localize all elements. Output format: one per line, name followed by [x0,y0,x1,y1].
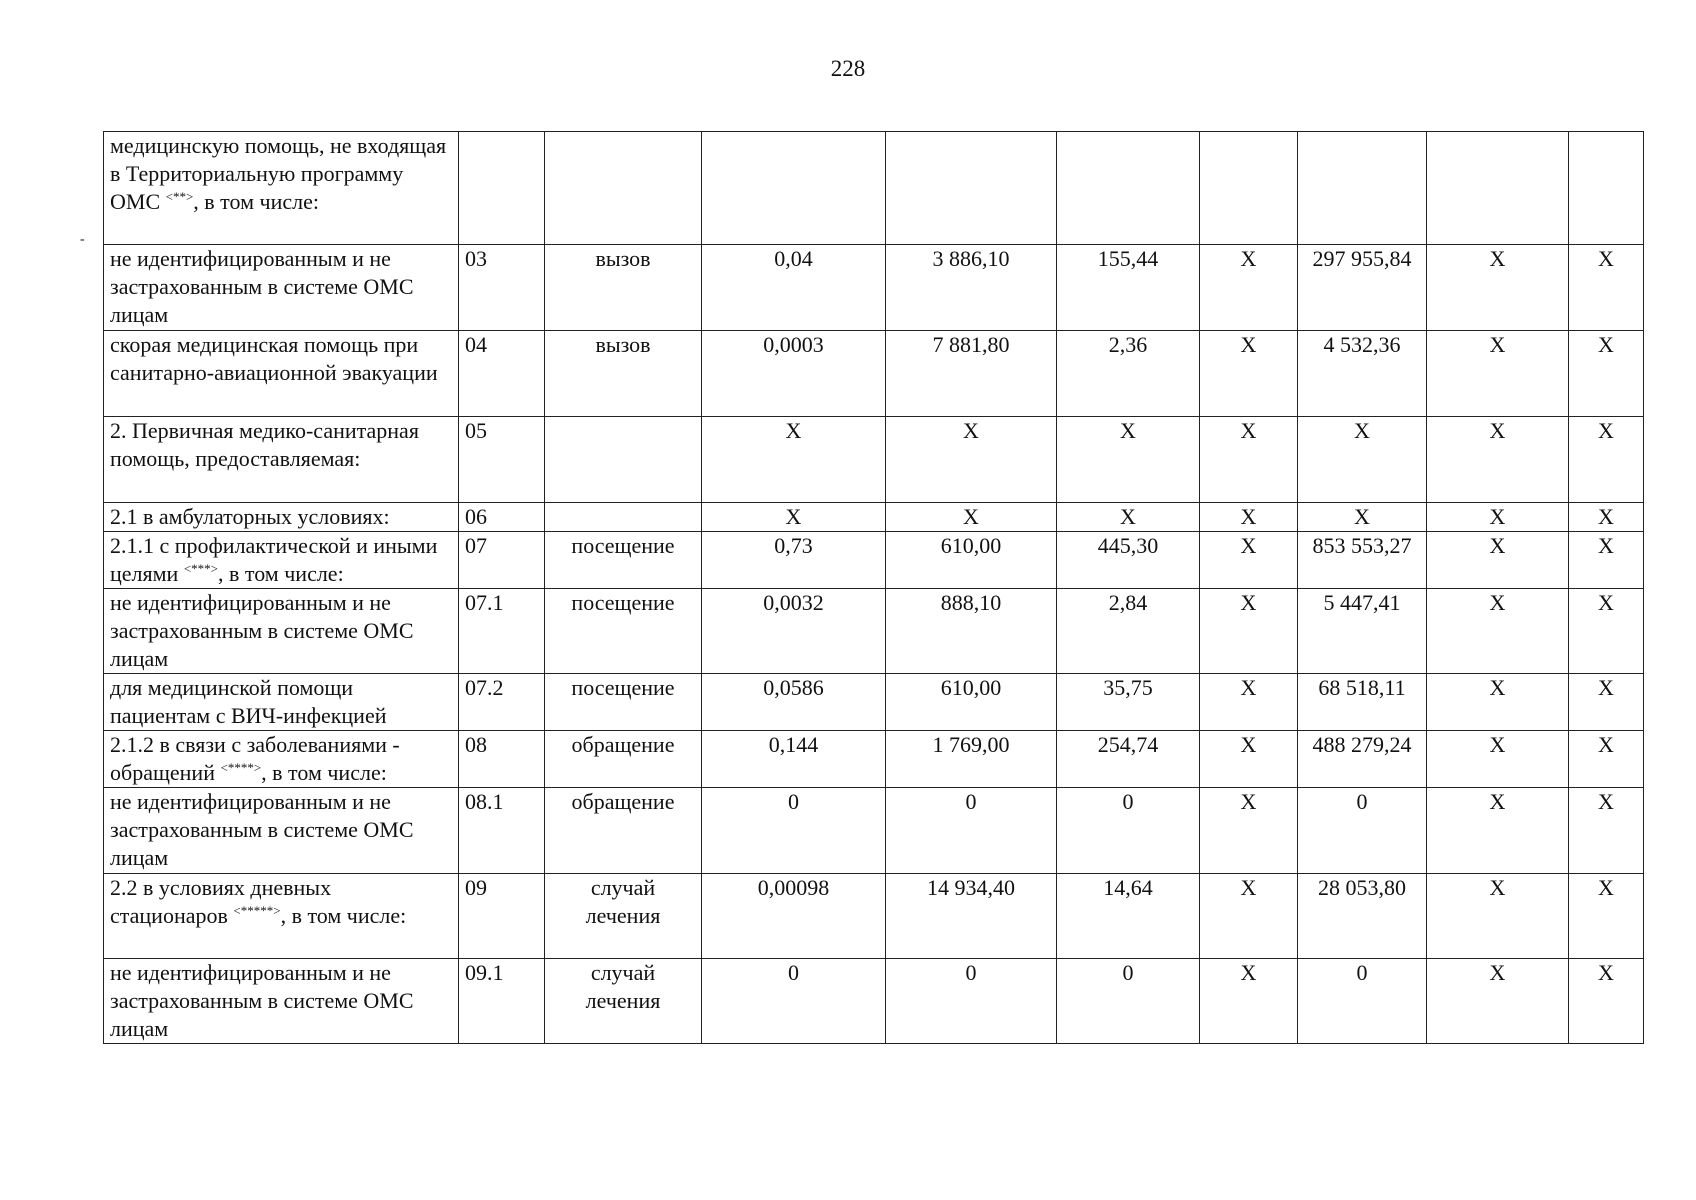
value-cell: 488 279,24 [1298,731,1427,788]
value-cell: X [1427,959,1569,1044]
value-cell [1569,132,1644,245]
value-cell: X [1427,331,1569,417]
value-cell: X [1200,788,1298,874]
value-cell: X [1427,503,1569,532]
value-cell: X [1427,731,1569,788]
value-cell: X [1200,674,1298,731]
row-code-cell: 09.1 [459,959,545,1044]
value-cell: X [1057,417,1200,503]
row-code-cell: 07.2 [459,674,545,731]
row-name-cell: не идентифицированным и не застрахованным в системе ОМС лицам [104,788,459,874]
value-cell: X [1569,417,1644,503]
value-cell: X [1200,874,1298,959]
value-cell: X [702,503,886,532]
row-unit-cell: обращение [545,788,702,874]
value-cell: 0,73 [702,532,886,589]
value-cell: X [1200,731,1298,788]
value-cell: X [1200,331,1298,417]
value-cell: X [1569,874,1644,959]
row-code-cell: 03 [459,245,545,331]
value-cell: X [886,503,1057,532]
value-cell: 0 [1298,788,1427,874]
value-cell: 254,74 [1057,731,1200,788]
value-cell: X [1427,874,1569,959]
table-row [104,959,1644,1044]
row-name-cell: 2.1.2 в связи с заболеваниями - обращений <****>, в том числе: [104,731,459,788]
value-cell: X [1427,532,1569,589]
value-cell: X [1427,417,1569,503]
table-row [104,132,1644,245]
value-cell: X [1057,503,1200,532]
value-cell [1427,132,1569,245]
value-cell [702,132,886,245]
value-cell: X [702,417,886,503]
row-unit-cell [545,132,702,245]
value-cell: 0,144 [702,731,886,788]
value-cell: X [1569,731,1644,788]
table-row [104,589,1644,674]
value-cell: 1 769,00 [886,731,1057,788]
value-cell: X [1569,674,1644,731]
value-cell: X [1427,589,1569,674]
row-name-cell: для медицинской помощи пациентам с ВИЧ-инфекцией [104,674,459,731]
row-code-cell: 08 [459,731,545,788]
value-cell [1057,132,1200,245]
value-cell: 4 532,36 [1298,331,1427,417]
value-cell: 297 955,84 [1298,245,1427,331]
value-cell: 5 447,41 [1298,589,1427,674]
page-number: 228 [830,56,866,81]
row-code-cell: 04 [459,331,545,417]
value-cell: 0,00098 [702,874,886,959]
value-cell: 0 [702,788,886,874]
row-unit-cell [545,503,702,532]
data-table [103,131,1644,1044]
row-name-cell: 2.2 в условиях дневных стационаров <*****>, в том числе: [104,874,459,959]
value-cell: 0,04 [702,245,886,331]
table-row [104,788,1644,874]
value-cell: 610,00 [886,532,1057,589]
value-cell: X [1569,589,1644,674]
value-cell: X [1200,245,1298,331]
row-name-cell: не идентифицированным и не застрахованным в системе ОМС лицам [104,589,459,674]
value-cell: 7 881,80 [886,331,1057,417]
row-unit-cell: посещение [545,532,702,589]
value-cell: X [886,417,1057,503]
row-code-cell: 07.1 [459,589,545,674]
value-cell: 853 553,27 [1298,532,1427,589]
row-name-cell: не идентифицированным и не застрахованным в системе ОМС лицам [104,245,459,331]
value-cell: X [1427,674,1569,731]
value-cell: 3 886,10 [886,245,1057,331]
value-cell: X [1569,532,1644,589]
row-unit-cell: обращение [545,731,702,788]
row-code-cell: 08.1 [459,788,545,874]
value-cell: X [1569,331,1644,417]
row-code-cell: 05 [459,417,545,503]
value-cell: X [1200,589,1298,674]
value-cell: X [1569,245,1644,331]
value-cell: 0,0032 [702,589,886,674]
table-row [104,674,1644,731]
value-cell: 155,44 [1057,245,1200,331]
value-cell: X [1200,959,1298,1044]
row-unit-cell: посещение [545,589,702,674]
row-name-cell: скорая медицинская помощь при санитарно-авиационной эвакуации [104,331,459,417]
row-unit-cell: случай лечения [545,874,702,959]
value-cell: 35,75 [1057,674,1200,731]
value-cell: 0 [886,959,1057,1044]
row-code-cell: 09 [459,874,545,959]
table-row [104,874,1644,959]
value-cell: 14,64 [1057,874,1200,959]
table-row [104,532,1644,589]
row-name-cell: 2.1.1 с профилактической и иными целями <***>, в том числе: [104,532,459,589]
row-code-cell: 07 [459,532,545,589]
row-unit-cell: случай лечения [545,959,702,1044]
value-cell: X [1569,503,1644,532]
value-cell: 2,84 [1057,589,1200,674]
value-cell: X [1298,417,1427,503]
value-cell [886,132,1057,245]
value-cell: 2,36 [1057,331,1200,417]
value-cell: 0,0003 [702,331,886,417]
stray-mark: - [80,232,85,247]
value-cell [1298,132,1427,245]
value-cell: 0 [886,788,1057,874]
value-cell: X [1569,959,1644,1044]
value-cell [1200,132,1298,245]
row-name-cell: 2.1 в амбулаторных условиях: [104,503,459,532]
value-cell: 0 [1057,788,1200,874]
row-unit-cell: вызов [545,245,702,331]
value-cell: X [1569,788,1644,874]
row-name-cell: не идентифицированным и не застрахованным в системе ОМС лицам [104,959,459,1044]
row-code-cell [459,132,545,245]
value-cell: 0 [702,959,886,1044]
value-cell: X [1298,503,1427,532]
value-cell: 68 518,11 [1298,674,1427,731]
value-cell: X [1200,532,1298,589]
row-name-cell: медицинскую помощь, не входящая в Территориальную программу ОМС <**>, в том числе: [104,132,459,245]
value-cell: 14 934,40 [886,874,1057,959]
value-cell: X [1427,788,1569,874]
value-cell: X [1427,245,1569,331]
table-row [104,331,1644,417]
table-row [104,503,1644,532]
value-cell: 0 [1057,959,1200,1044]
table-row [104,731,1644,788]
value-cell: 610,00 [886,674,1057,731]
row-code-cell: 06 [459,503,545,532]
row-unit-cell [545,417,702,503]
value-cell: 888,10 [886,589,1057,674]
table-row [104,245,1644,331]
value-cell: 28 053,80 [1298,874,1427,959]
row-name-cell: 2. Первичная медико-санитарная помощь, предоставляемая: [104,417,459,503]
row-unit-cell: посещение [545,674,702,731]
row-unit-cell: вызов [545,331,702,417]
value-cell: 0 [1298,959,1427,1044]
value-cell: X [1200,417,1298,503]
value-cell: 445,30 [1057,532,1200,589]
value-cell: X [1200,503,1298,532]
value-cell: 0,0586 [702,674,886,731]
table-row [104,417,1644,503]
